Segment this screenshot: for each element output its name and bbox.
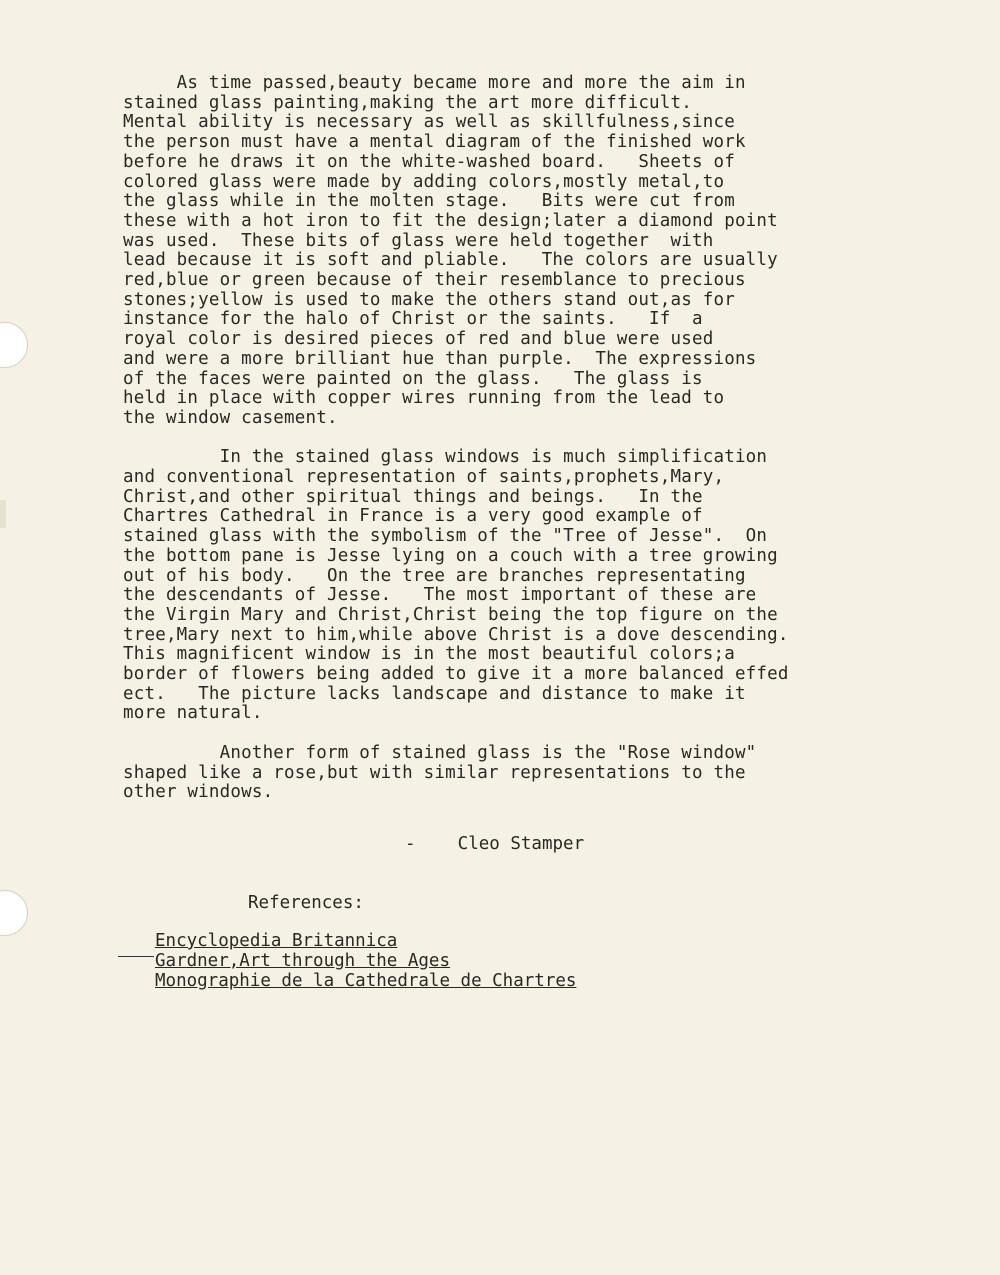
text-line: tree,Mary next to him,while above Christ is a dove descending. <box>123 624 789 645</box>
text-line: ect. The picture lacks landscape and distance to make it <box>123 683 746 704</box>
text-line: the window casement. <box>123 407 338 428</box>
punch-hole-bottom <box>0 890 28 936</box>
text-line: lead because it is soft and pliable. The colors are usually <box>123 250 778 271</box>
text-line: This magnificent window is in the most beautiful colors;a <box>123 644 735 665</box>
text-line: more natural. <box>123 703 263 724</box>
paragraph-tree-of-jesse <box>123 448 883 724</box>
text-line: instance for the halo of Christ or the saints. If a <box>123 309 703 330</box>
text-line: Mental ability is necessary as well as skillfulness,since <box>123 112 735 133</box>
text-line: royal color is desired pieces of red and blue were used <box>123 329 714 350</box>
text-line: red,blue or green because of their resemblance to precious <box>123 270 746 291</box>
paragraph-stained-glass-painting <box>123 74 883 429</box>
text-line: was used. These bits of glass were held together with <box>123 230 714 251</box>
reference-item: Gardner,Art through the Ages <box>155 951 451 971</box>
text-line: Chartres Cathedral in France is a very good example of <box>123 506 703 527</box>
references-list <box>155 931 576 991</box>
text-line: and were a more brilliant hue than purple. The expressions <box>123 348 757 369</box>
reference-item: Encyclopedia Britannica <box>155 931 398 951</box>
text-line: Another form of stained glass is the "Rose window" <box>123 742 757 763</box>
text-line: these with a hot iron to fit the design;later a diamond point <box>123 210 778 231</box>
text-line: the glass while in the molten stage. Bits were cut from <box>123 191 735 212</box>
text-line: and conventional representation of saints,prophets,Mary, <box>123 467 725 488</box>
text-line: of the faces were painted on the glass. The glass is <box>123 368 703 389</box>
references-heading: References: <box>248 893 364 913</box>
text-line: stained glass painting,making the art more difficult. <box>123 92 693 113</box>
text-line: In the stained glass windows is much simplification <box>123 447 768 468</box>
text-line: colored glass were made by adding colors,mostly metal,to <box>123 171 725 192</box>
paragraph-rose-window <box>123 744 883 803</box>
text-line: before he draws it on the white-washed board. Sheets of <box>123 151 735 172</box>
text-line: the Virgin Mary and Christ,Christ being the top figure on the <box>123 604 778 625</box>
punch-hole-top <box>0 322 28 368</box>
text-line: border of flowers being added to give it a more balanced effed <box>123 664 789 685</box>
text-line: the descendants of Jesse. The most important of these are <box>123 585 757 606</box>
paper-edge-mark <box>0 500 6 528</box>
text-line: other windows. <box>123 782 274 803</box>
text-line: held in place with copper wires running from the lead to <box>123 388 725 409</box>
reference-item: Monographie de la Cathedrale de Chartres <box>155 971 577 991</box>
text-line: out of his body. On the tree are branches representating <box>123 565 746 586</box>
text-line: the bottom pane is Jesse lying on a couch with a tree growing <box>123 545 778 566</box>
text-line: Christ,and other spiritual things and beings. In the <box>123 486 703 507</box>
essay-body <box>123 74 883 823</box>
author-signature: - Cleo Stamper <box>405 834 585 854</box>
text-line: shaped like a rose,but with similar representations to the <box>123 762 746 783</box>
text-line: the person must have a mental diagram of the finished work <box>123 132 746 153</box>
text-line: stained glass with the symbolism of the "Tree of Jesse". On <box>123 526 768 547</box>
reference-underline-mark <box>118 956 154 957</box>
text-line: stones;yellow is used to make the others stand out,as for <box>123 289 735 310</box>
text-line: As time passed,beauty became more and more the aim in <box>123 73 746 93</box>
